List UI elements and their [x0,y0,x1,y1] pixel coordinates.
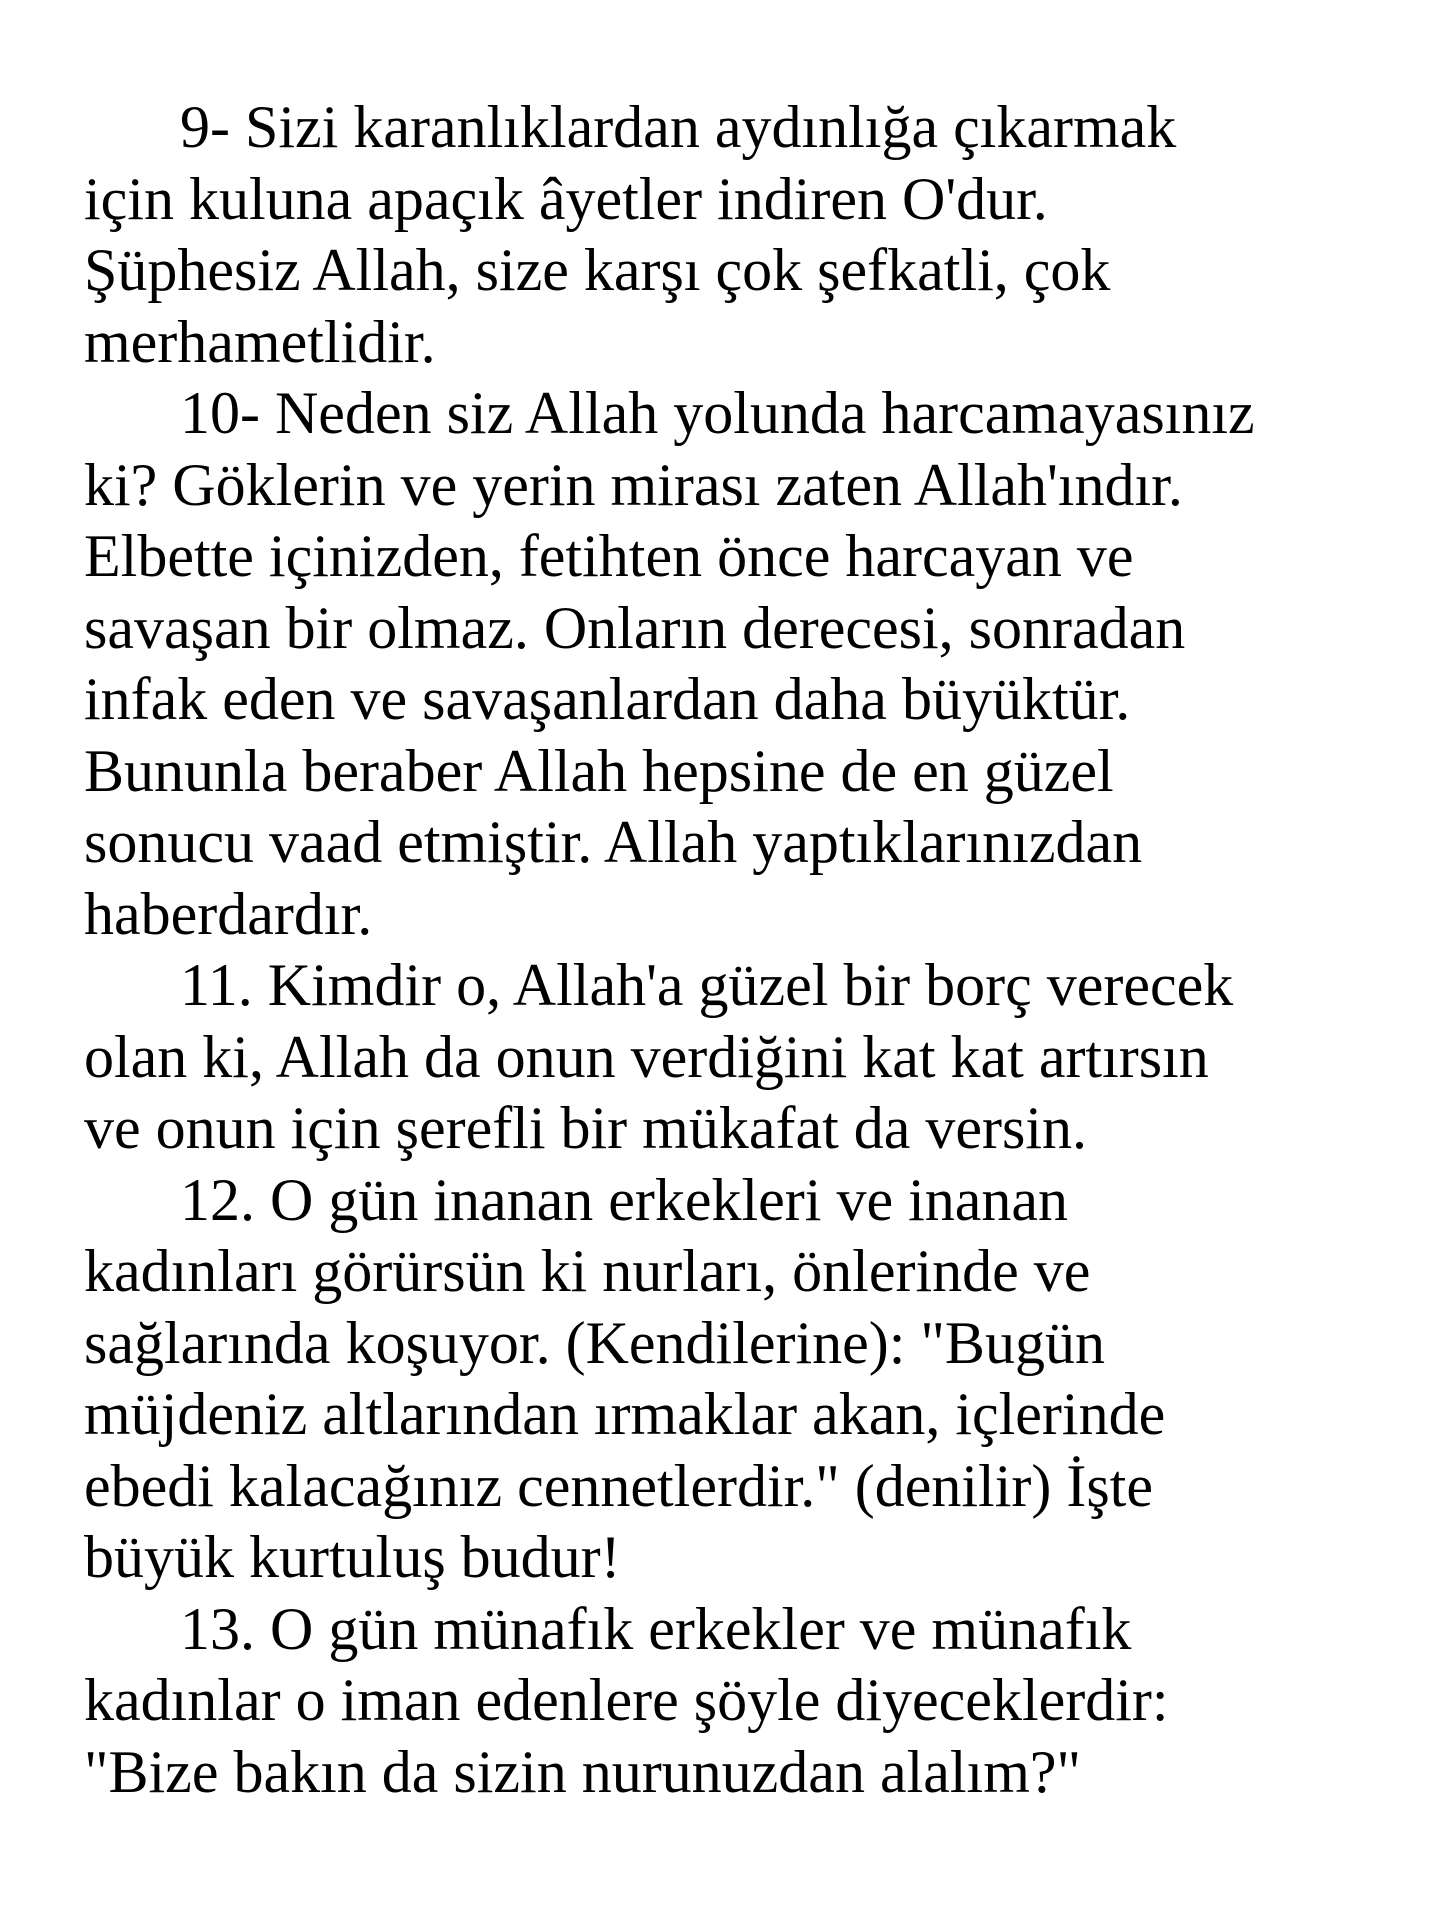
text-line: sonucu vaad etmiştir. Allah yaptıklarınızdan [84,809,1143,875]
text-line: büyük kurtuluş budur! [84,1524,621,1590]
text-line: "Bize bakın da sizin nurunuzdan alalım?" [84,1738,1082,1805]
text-line: olan ki, Allah da onun verdiğini kat kat artırsın [84,1023,1209,1090]
verse-first-line: 12. O gün inanan erkekleri ve inanan [180,1166,1069,1233]
text-line: merhametlidir. [84,308,436,375]
text-line: için kuluna apaçık âyetler indiren O'dur. [84,165,1048,232]
text-line: kadınlar o iman edenlere şöyle diyeceklerdir: [84,1667,1169,1733]
text-line: ebedi kalacağınız cennetlerdir." (denilir) İşte [84,1452,1153,1519]
text-line: savaşan bir olmaz. Onların derecesi, sonradan [84,594,1186,661]
text-line: kadınları görürsün ki nurları, önlerinde ve [84,1238,1091,1304]
text-line: haberdardır. [84,880,373,947]
text-line: ki? Göklerin ve yerin mirası zaten Allah'ındır. [84,451,1183,518]
text-line: sağlarında koşuyor. (Kendilerine): "Bugün [84,1309,1105,1376]
body-text [84,92,1414,1808]
text-line: infak eden ve savaşanlardan daha büyüktür. [84,666,1131,732]
verse-first-line: 9- Sizi karanlıklardan aydınlığa çıkarmak [180,94,1177,160]
text-line: ve onun için şerefli bir mükafat da versin. [84,1095,1088,1161]
text-line: Elbette içinizden, fetihten önce harcayan ve [84,523,1134,589]
verse-first-line: 13. O gün münafık erkekler ve münafık [180,1595,1132,1662]
verse-first-line: 11. Kimdir o, Allah'a güzel bir borç verecek [180,952,1234,1018]
text-line: Şüphesiz Allah, size karşı çok şefkatli, çok [84,237,1111,303]
text-line: Bununla beraber Allah hepsine de en güzel [84,737,1114,804]
verse-first-line: 10- Neden siz Allah yolunda harcamayasınız [180,380,1255,446]
text-line: müjdeniz altlarından ırmaklar akan, içlerinde [84,1381,1166,1447]
